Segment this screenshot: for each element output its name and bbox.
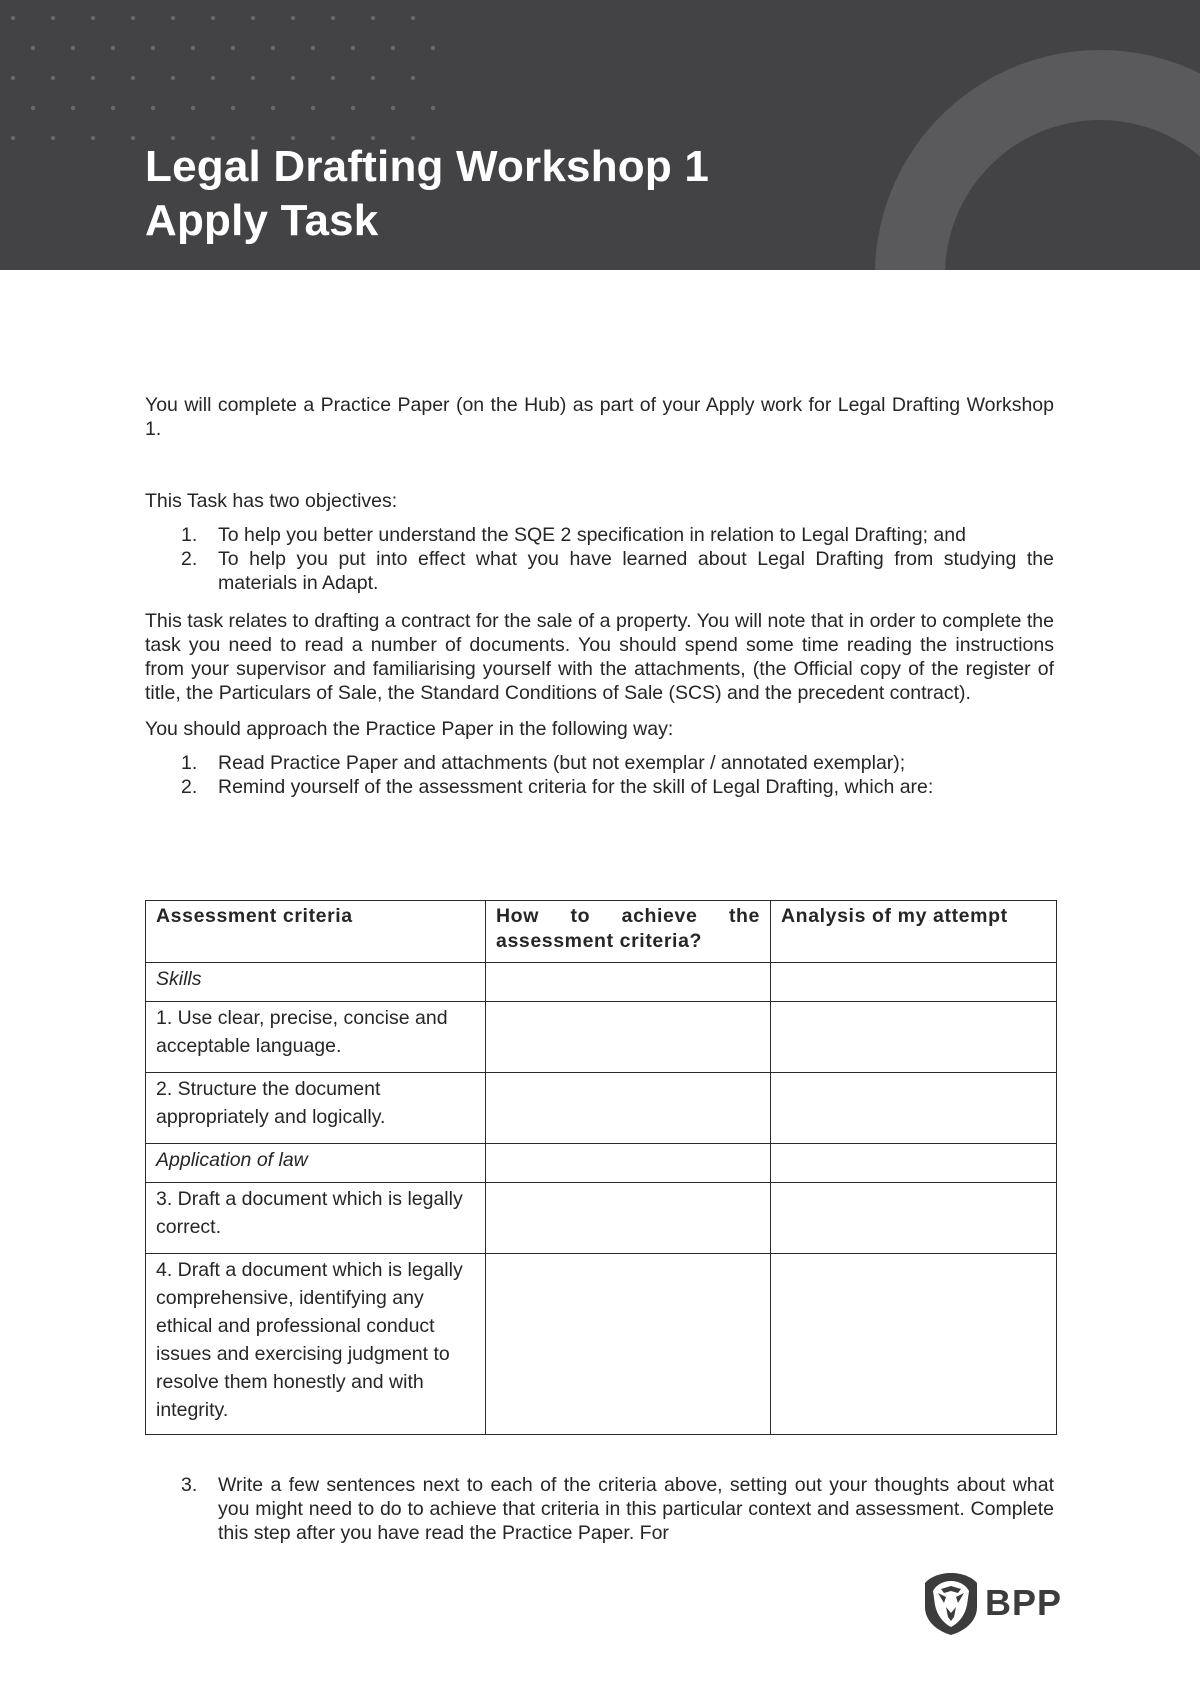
decorative-dot <box>91 16 95 20</box>
header-word: to <box>570 905 591 927</box>
table-header-row <box>146 901 1057 963</box>
how-cell[interactable] <box>486 1002 771 1073</box>
list-number: 2. <box>181 776 198 798</box>
list-item <box>145 523 1054 547</box>
decorative-dot <box>351 46 355 50</box>
decorative-dot <box>151 106 155 110</box>
decorative-dot <box>211 16 215 20</box>
decorative-dot <box>11 136 15 140</box>
decorative-dot <box>271 106 275 110</box>
table-row <box>146 963 1057 1002</box>
how-cell[interactable] <box>486 1254 771 1435</box>
list-item <box>145 775 1054 799</box>
task-description: This task relates to drafting a contract for the sale of a property. You will note that in order to complete the task you need to read a number of documents. You should spend some time reading the instructions from your supervisor and familiarising yourself with the attachments, (the Official copy of the register of title, the Particulars of Sale, the Standard Conditions of Sale (SCS) and the precedent contract). <box>145 610 1054 704</box>
header-analysis: Analysis of my attempt <box>771 901 1057 963</box>
header-assessment-criteria: Assessment criteria <box>146 901 486 963</box>
decorative-dot <box>391 106 395 110</box>
list-number: 2. <box>181 548 198 570</box>
list-text: Read Practice Paper and attachments (but not exemplar / annotated exemplar); <box>218 752 906 774</box>
how-cell[interactable] <box>486 1073 771 1144</box>
decorative-dot <box>311 106 315 110</box>
analysis-cell[interactable] <box>771 1073 1057 1144</box>
decorative-dot <box>431 106 435 110</box>
how-cell[interactable] <box>486 963 771 1002</box>
header-banner <box>0 0 1200 270</box>
decorative-dot <box>131 136 135 140</box>
page-title <box>145 140 709 248</box>
table-row <box>146 1144 1057 1183</box>
decorative-dot <box>411 16 415 20</box>
objectives-list <box>145 523 1054 595</box>
decorative-dot <box>31 106 35 110</box>
decorative-dot <box>111 46 115 50</box>
list-item <box>145 1473 1054 1545</box>
approach-steps-list <box>145 751 1054 799</box>
decorative-dot <box>171 16 175 20</box>
document-body <box>145 393 1054 799</box>
list-text: Remind yourself of the assessment criteria for the skill of Legal Drafting, which are: <box>218 776 934 798</box>
decorative-dot <box>71 106 75 110</box>
decorative-dot <box>391 46 395 50</box>
title-line-2: Apply Task <box>145 196 379 245</box>
criteria-cell: 4. Draft a document which is legally comprehensive, identifying any ethical and professional conduct issues and exercising judgment to resolve them honestly and with integrity. <box>146 1254 486 1435</box>
table-row <box>146 1254 1057 1435</box>
decorative-dot <box>311 46 315 50</box>
decorative-dot <box>291 16 295 20</box>
analysis-cell[interactable] <box>771 1144 1057 1183</box>
decorative-dot <box>291 76 295 80</box>
list-number: 1. <box>181 752 198 774</box>
analysis-cell[interactable] <box>771 1254 1057 1435</box>
decorative-dot <box>431 46 435 50</box>
decorative-dot <box>131 76 135 80</box>
header-word: the <box>728 905 760 927</box>
table-row <box>146 1002 1057 1073</box>
decorative-dot <box>191 46 195 50</box>
decorative-dot <box>231 46 235 50</box>
section-label-skills: Skills <box>146 963 486 1002</box>
decorative-dot <box>411 76 415 80</box>
decorative-dot <box>71 46 75 50</box>
decorative-dot <box>31 46 35 50</box>
criteria-cell: 2. Structure the document appropriately and logically. <box>146 1073 486 1144</box>
lion-shield-icon <box>922 1571 980 1637</box>
header-how-to-achieve <box>486 901 771 963</box>
decorative-dot <box>131 16 135 20</box>
analysis-cell[interactable] <box>771 1002 1057 1073</box>
section-label-application-of-law: Application of law <box>146 1144 486 1183</box>
decorative-dot-pattern <box>0 0 620 150</box>
bpp-logo <box>922 1571 1063 1637</box>
decorative-dot <box>211 76 215 80</box>
decorative-dot <box>51 16 55 20</box>
decorative-dot <box>191 106 195 110</box>
approach-heading: You should approach the Practice Paper in the following way: <box>145 718 674 740</box>
decorative-dot <box>331 16 335 20</box>
decorative-dot <box>251 16 255 20</box>
decorative-dot <box>271 46 275 50</box>
criteria-cell: 3. Draft a document which is legally correct. <box>146 1183 486 1254</box>
decorative-dot <box>251 76 255 80</box>
bpp-logo-text: BPP <box>985 1582 1063 1623</box>
list-number: 3. <box>181 1474 198 1496</box>
decorative-dot <box>51 76 55 80</box>
criteria-cell: 1. Use clear, precise, concise and acceptable language. <box>146 1002 486 1073</box>
title-line-1: Legal Drafting Workshop 1 <box>145 142 710 191</box>
decorative-dot <box>231 106 235 110</box>
table-row <box>146 1073 1057 1144</box>
how-cell[interactable] <box>486 1183 771 1254</box>
decorative-dot <box>331 76 335 80</box>
decorative-dot <box>371 76 375 80</box>
decorative-dot <box>91 136 95 140</box>
list-text: To help you better understand the SQE 2 specification in relation to Legal Drafting; and <box>218 524 966 546</box>
assessment-criteria-table <box>145 900 1057 1435</box>
intro-paragraph: You will complete a Practice Paper (on the Hub) as part of your Apply work for Legal Drafting Workshop 1. <box>145 394 1054 440</box>
objectives-heading: This Task has two objectives: <box>145 490 398 512</box>
header-how-to-achieve-line1 <box>496 904 760 929</box>
step-three <box>145 1473 1054 1545</box>
table-row <box>146 1183 1057 1254</box>
decorative-dot <box>91 76 95 80</box>
decorative-dot <box>151 46 155 50</box>
header-how-to-achieve-line2: assessment criteria? <box>496 930 703 952</box>
decorative-dot <box>171 76 175 80</box>
analysis-cell[interactable] <box>771 963 1057 1002</box>
list-text: Write a few sentences next to each of the criteria above, setting out your thoughts about what you might need to do to achieve that criteria in this particular context and assessment. Complete this step after you have read the Practice Paper. For <box>218 1474 1054 1544</box>
decorative-dot <box>351 106 355 110</box>
how-cell[interactable] <box>486 1144 771 1183</box>
header-word: How <box>496 905 539 927</box>
list-number: 1. <box>181 524 198 546</box>
decorative-dot <box>11 16 15 20</box>
decorative-dot <box>111 106 115 110</box>
header-word: achieve <box>621 905 698 927</box>
decorative-dot <box>51 136 55 140</box>
list-item <box>145 547 1054 595</box>
decorative-dot <box>371 16 375 20</box>
list-item <box>145 751 1054 775</box>
decorative-dot <box>11 76 15 80</box>
analysis-cell[interactable] <box>771 1183 1057 1254</box>
list-text: To help you put into effect what you have learned about Legal Drafting from studying the materials in Adapt. <box>218 548 1054 594</box>
